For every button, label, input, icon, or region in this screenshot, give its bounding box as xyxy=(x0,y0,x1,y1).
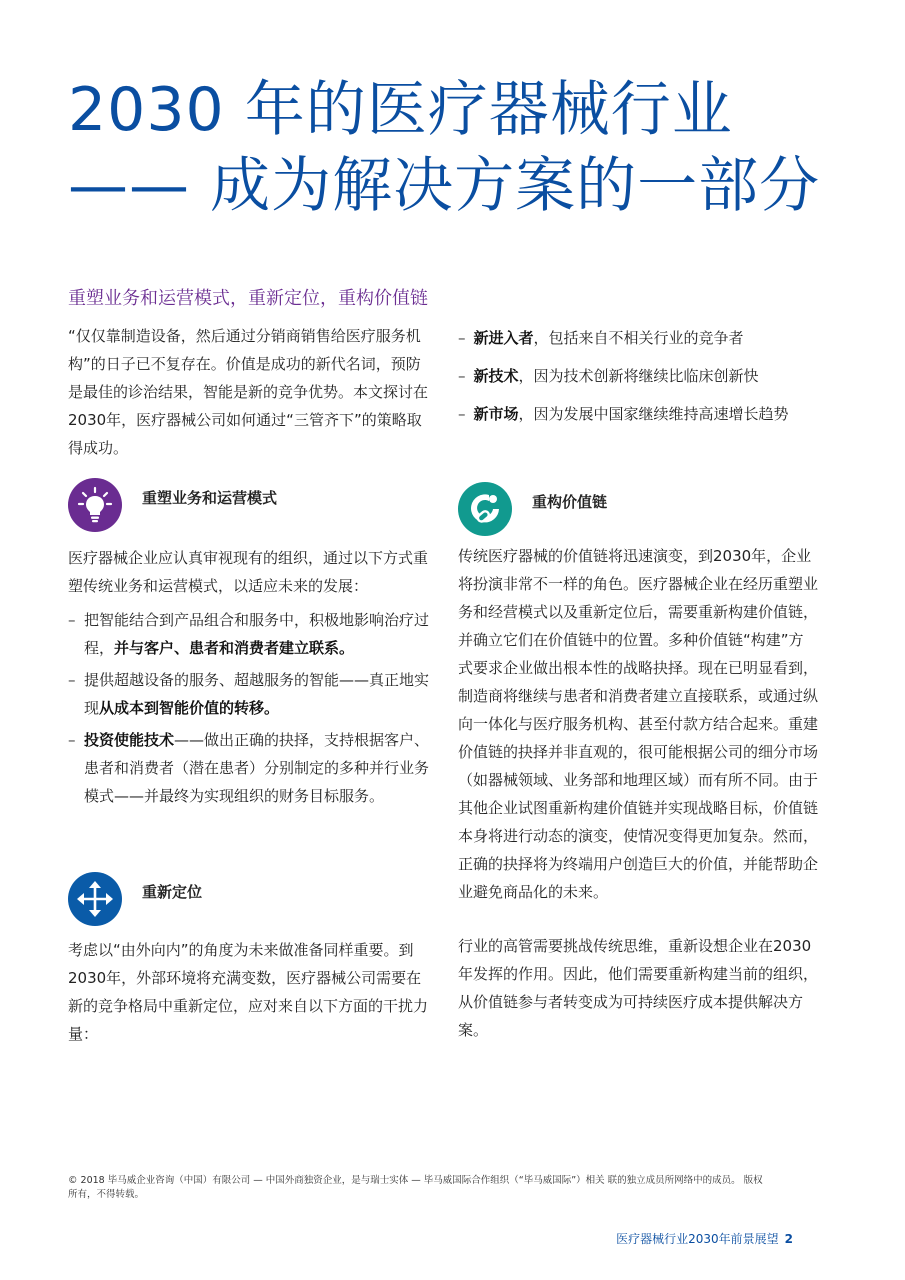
item-emphasis: 并与客户、患者和消费者建立联系。 xyxy=(114,639,355,657)
reposition-section-body xyxy=(68,936,430,1048)
list-item xyxy=(458,400,818,428)
reposition-section-header xyxy=(68,872,202,926)
list-dash: – xyxy=(458,405,466,423)
section-title: 重塑业务和运营模式 xyxy=(142,488,278,507)
trend-label: 新技术 xyxy=(473,367,519,385)
item-emphasis: 投资使能技术 xyxy=(84,731,175,749)
section-title: 重新定位 xyxy=(142,882,203,901)
list-item xyxy=(68,726,430,810)
chain-link-icon xyxy=(458,482,512,536)
list-dash: – xyxy=(458,367,466,385)
copyright-notice: © 2018 毕马威企业咨询（中国）有限公司 — 中国外商独资企业，是与瑞士实体 — 毕马威国际合作组织（“毕马威国际”）相关 联的独立成员所网络中的成员。 版权所有，不得转载。 xyxy=(68,1175,763,1200)
move-arrows-icon xyxy=(68,872,122,926)
item-text: 提供超越设备的服务、超越服务的智能——真正地实现 xyxy=(84,671,430,717)
title-line-1: 2030 年的医疗器械行业 xyxy=(68,75,733,145)
section-paragraph: 医疗器械企业应认真审视现有的组织，通过以下方式重塑传统业务和运营模式，以适应未来的发展： xyxy=(68,549,429,595)
trend-text: ，因为技术创新将继续比临床创新快 xyxy=(518,367,759,385)
list-dash: – xyxy=(68,731,76,749)
lightbulb-icon xyxy=(68,478,122,532)
list-dash: – xyxy=(458,329,466,347)
reshape-section-header xyxy=(68,478,277,532)
value-chain-section-header xyxy=(458,482,607,536)
list-item xyxy=(68,606,430,662)
intro-paragraph xyxy=(68,322,430,462)
section-paragraph: 考虑以“由外向内”的角度为未来做准备同样重要。到2030年，外部环境将充满变数，医疗器械公司需要在新的竞争格局中重新定位，应对来自以下方面的干扰力量： xyxy=(68,941,429,1043)
reshape-list xyxy=(68,606,430,810)
list-item xyxy=(458,324,818,352)
trend-text: ，因为发展中国家继续维持高速增长趋势 xyxy=(518,405,789,423)
title-line-2: —— 成为解决方案的一部分 xyxy=(68,151,821,221)
list-item xyxy=(458,362,818,390)
item-text: ——做出正确的抉择，支持根据客户、患者和消费者（潜在患者）分别制定的多种并行业务模式——并最终为实现组织的财务目标服务。 xyxy=(84,731,430,805)
running-title: 医疗器械行业2030年前景展望 xyxy=(616,1232,779,1246)
section-title: 重构价值链 xyxy=(532,492,608,511)
item-emphasis: 从成本到智能价值的转移。 xyxy=(99,699,280,717)
list-item xyxy=(68,666,430,722)
page-title xyxy=(68,72,820,224)
list-dash: – xyxy=(68,611,76,629)
section-paragraph: 传统医疗器械的价值链将迅速演变，到2030年，企业将扮演非常不一样的角色。医疗器械企业在经历重塑业务和经营模式以及重新定位后，需要重新构建价值链，并确立它们在价值链中的位置。多种价值链“构建”方式要求企业做出根本性的战略抉择。现在已明显看到，制造商将继续与患者和消费者建立直接联系，或通过纵向一体化与医疗服务机构、甚至付款方结合起来。重建价值链的抉择并非直观的，很可能根据公司的细分市场（如器械领域、业务部和地理区域）而有所不同。由于其他企业试图重新构建价值链并实现战略目标，价值链本身将进行动态的演变，使情况变得更加复杂。然而，正确的抉择将为终端用户创造巨大的价值，并能帮助企业避免商品化的未来。 xyxy=(458,547,819,901)
trend-label: 新进入者 xyxy=(473,329,534,347)
item-text: 把智能结合到产品组合和服务中，积极地影响治疗过程， xyxy=(84,611,430,657)
intro-text: “仅仅靠制造设备，然后通过分销商销售给医疗服务机构”的日子已不复存在。价值是成功的新代名词，预防是最佳的诊治结果，智能是新的竞争优势。本文探讨在2030年，医疗器械公司如何通过“三管齐下”的策略取得成功。 xyxy=(68,327,429,457)
section-subtitle: 重塑业务和运营模式，重新定位，重构价值链 xyxy=(68,288,428,309)
page-number: 2 xyxy=(784,1232,793,1246)
reshape-section-body xyxy=(68,544,430,814)
trend-label: 新市场 xyxy=(473,405,519,423)
trend-text: ，包括来自不相关行业的竞争者 xyxy=(533,329,744,347)
section-paragraph: 行业的高管需要挑战传统思维，重新设想企业在2030年发挥的作用。因此，他们需要重新构建当前的组织，从价值链参与者转变成为可持续医疗成本提供解决方案。 xyxy=(458,937,819,1039)
value-chain-section-body xyxy=(458,542,818,1044)
running-footer xyxy=(616,1230,793,1247)
disruption-list xyxy=(458,324,818,438)
list-dash: – xyxy=(68,671,76,689)
